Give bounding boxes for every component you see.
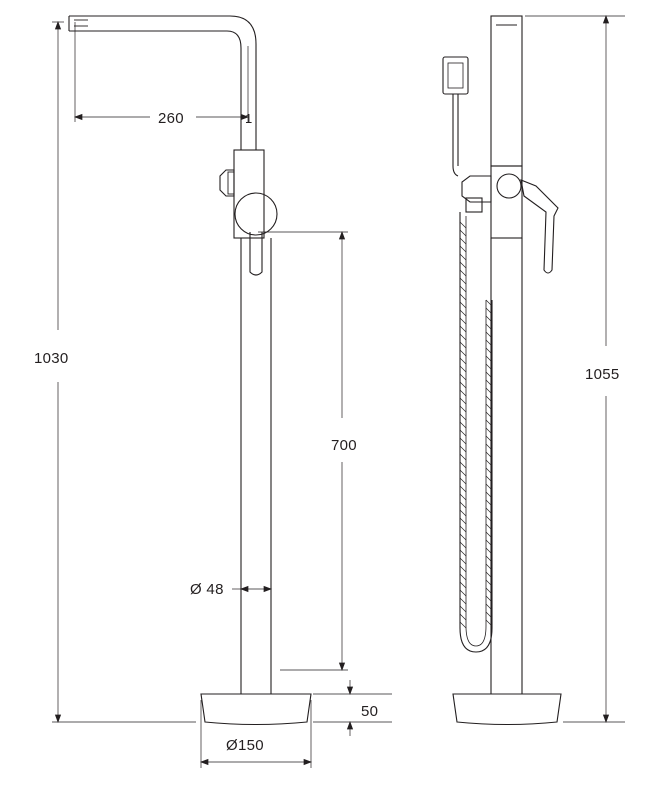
dimension-label-spout-tip: 1 [245, 111, 253, 126]
side-spout-body [491, 16, 522, 166]
side-handle-hub [497, 174, 521, 198]
shower-hose-inner [466, 216, 486, 646]
arrow-1055-bottom [603, 715, 608, 722]
front-view-dimensions [52, 22, 392, 768]
side-view-geometry [443, 16, 561, 725]
dimension-label-base-diameter: Ø150 [226, 737, 264, 754]
arrow-50-top [347, 687, 352, 694]
hose-connector [466, 198, 482, 212]
spout-inner-profile [69, 31, 241, 150]
dimension-label-overall-height-side: 1055 [585, 366, 620, 383]
mixer-handle-hub [235, 193, 277, 235]
side-base-plate [453, 694, 561, 725]
diverter-lever-detail [228, 172, 234, 194]
arrow-260-left [75, 114, 82, 119]
dimension-label-base-thickness: 50 [361, 703, 379, 720]
front-view-geometry [69, 16, 311, 725]
shower-hose-path [460, 212, 492, 652]
dimension-label-spout-reach: 260 [158, 110, 184, 127]
dimension-label-column-diameter: Ø 48 [190, 581, 224, 598]
hand-shower-head [443, 57, 468, 94]
arrow-48-left [241, 586, 248, 591]
arrow-1030-bottom [55, 715, 60, 722]
base-plate [201, 694, 311, 725]
arrow-700-top [339, 232, 344, 239]
arrow-1030-top [55, 22, 60, 29]
diverter-lever [220, 170, 234, 196]
arrow-700-bottom [339, 663, 344, 670]
dimension-label-handle-height: 700 [331, 437, 357, 454]
spout-outer-profile [69, 16, 256, 150]
dimension-label-overall-height-front: 1030 [34, 350, 69, 367]
arrow-1055-top [603, 16, 608, 23]
hand-shower-handle [453, 94, 458, 176]
arrow-50-bottom [347, 722, 352, 729]
arrow-150-right [304, 759, 311, 764]
arrow-48-right [264, 586, 271, 591]
arrow-150-left [201, 759, 208, 764]
hose-coil-texture [460, 222, 492, 628]
side-handle-lever [521, 180, 558, 273]
hand-shower-face [448, 63, 463, 88]
